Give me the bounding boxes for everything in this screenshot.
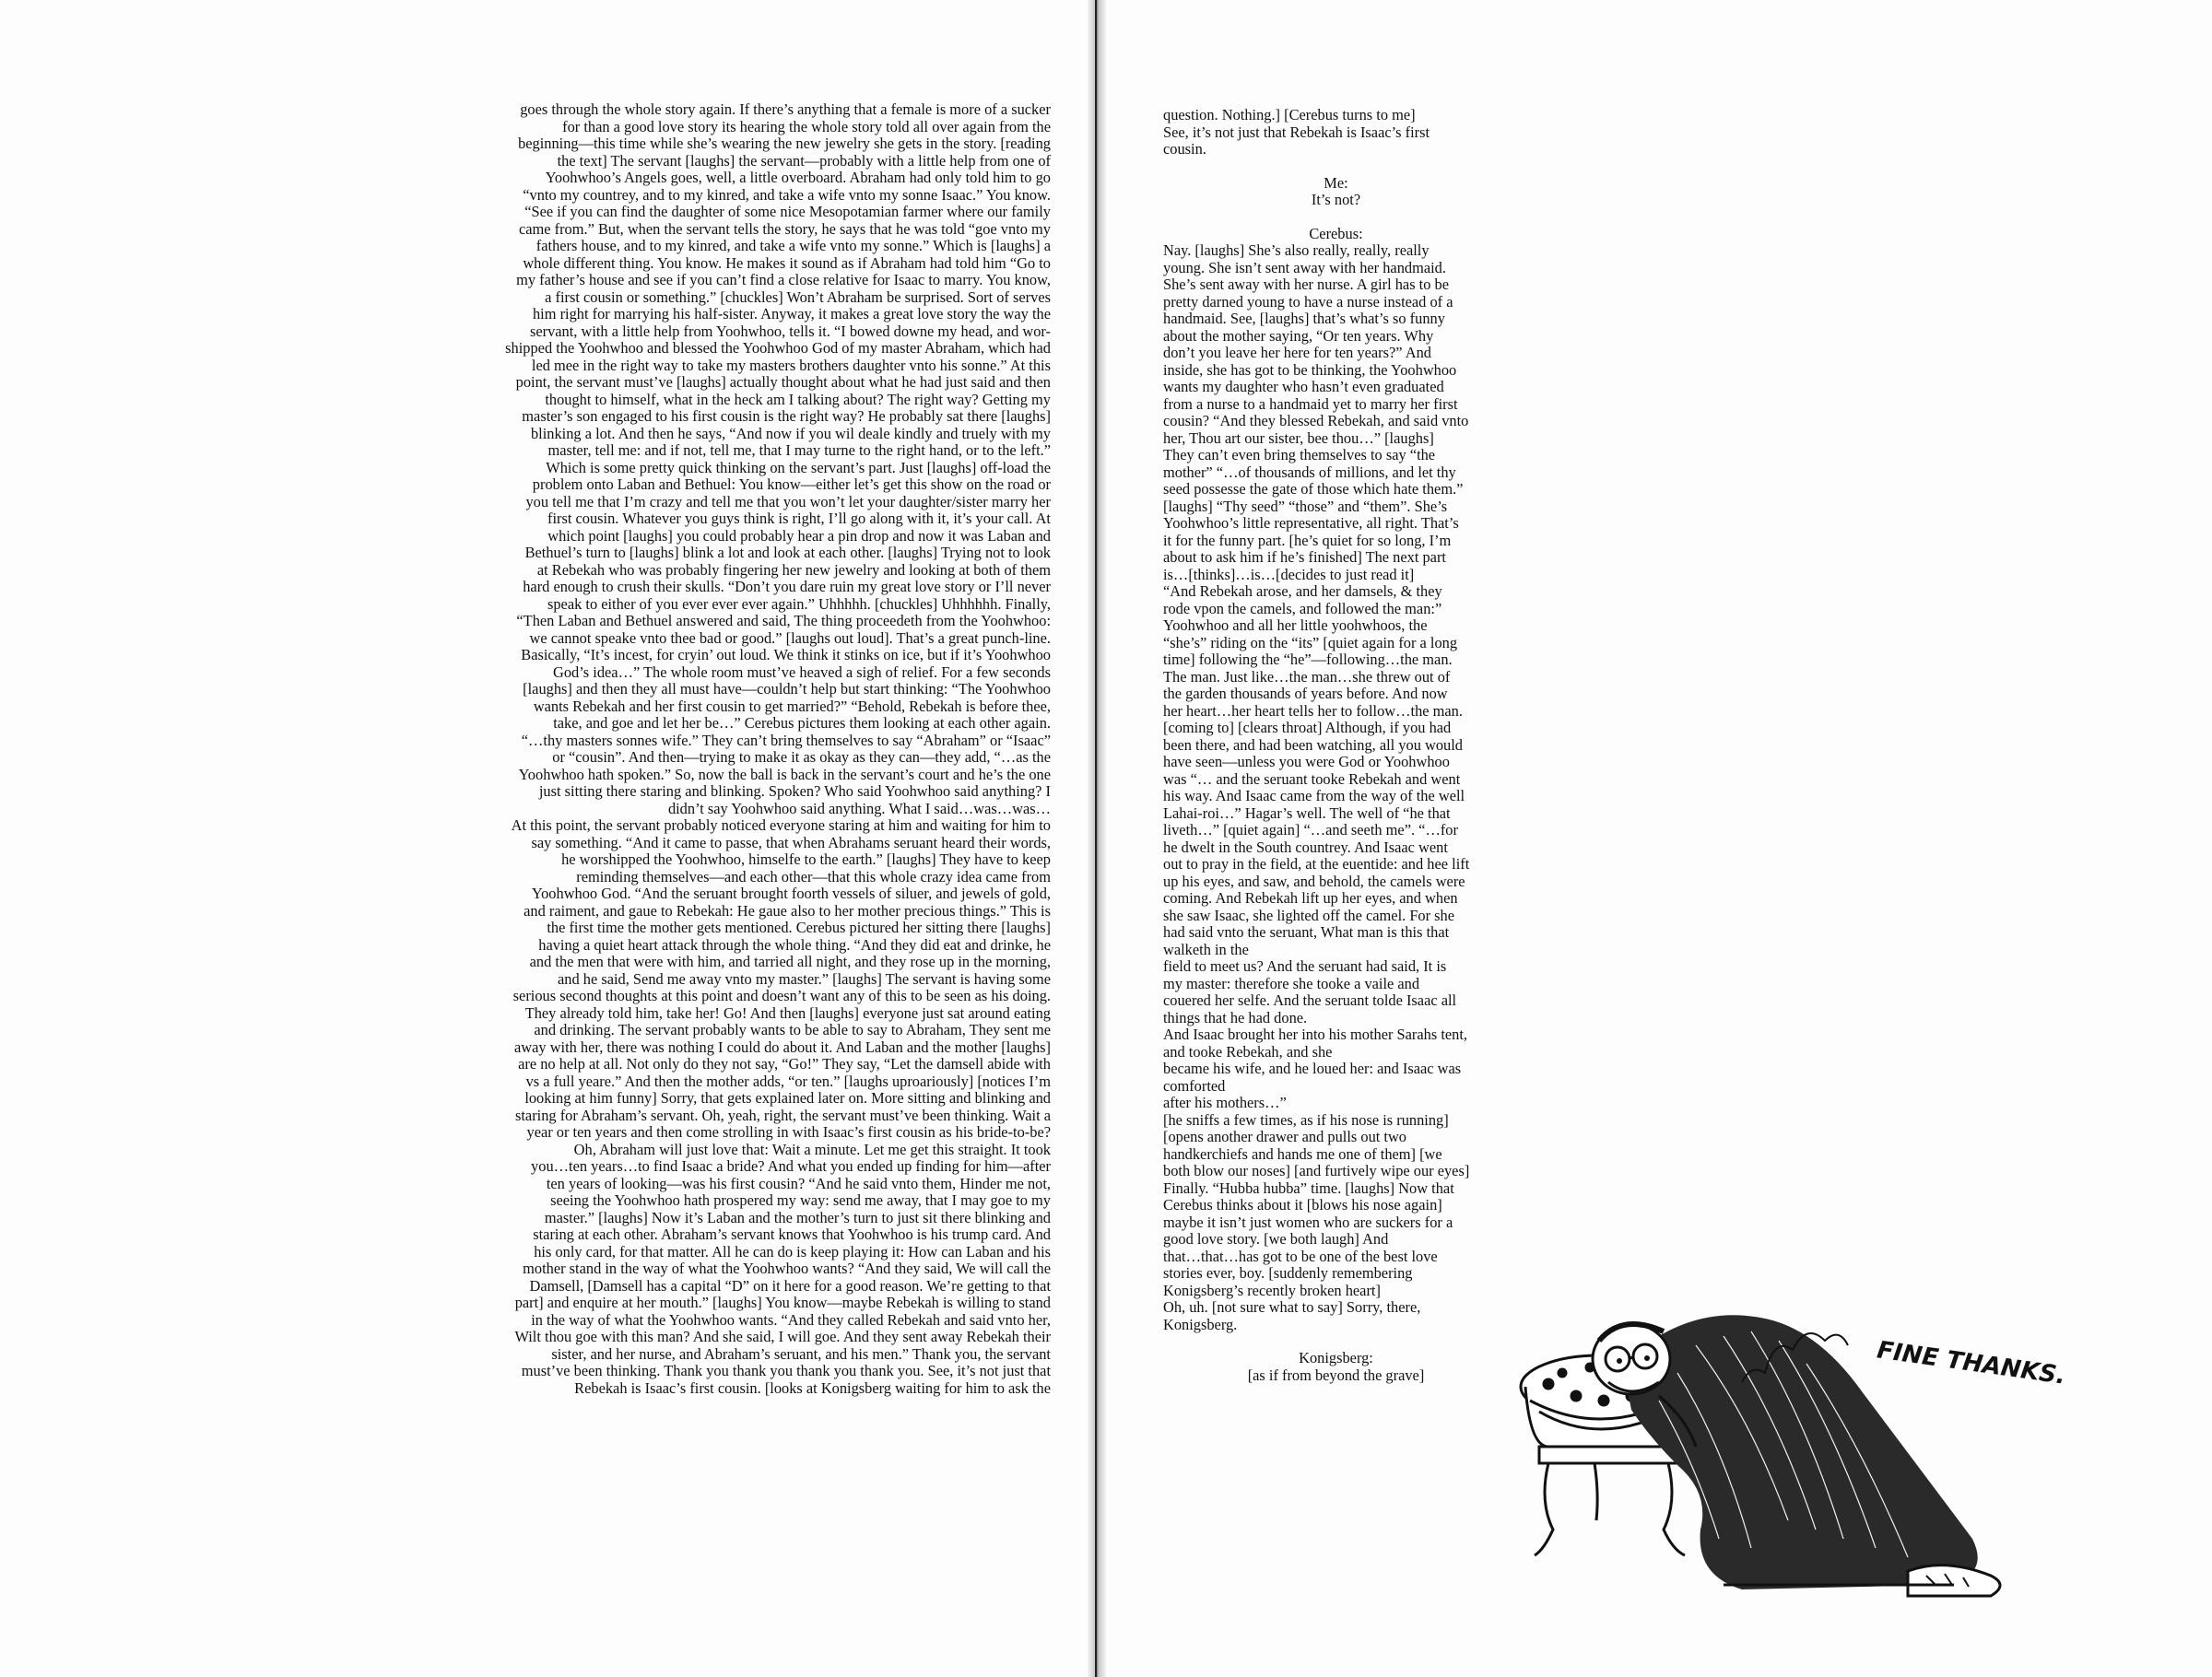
text-line: after his mothers…” <box>1163 1094 1287 1111</box>
text-line: mother stand in the way of what the Yoohwhoo wants? “And they said, We will call the <box>523 1260 1051 1277</box>
text-line: good love story. [we both laugh] And <box>1163 1230 1389 1248</box>
text-line: take, and goe and let her be…” Cerebus pictures them looking at each other again. <box>553 714 1051 732</box>
text-line: we cannot speake vnto thee bad or good.” [laughs out loud]. That’s a great punch-line. <box>529 628 1051 647</box>
speaker-cerebus: Cerebus: <box>1309 224 1363 242</box>
text-line: a first cousin or something.” [chuckles] Won’t Abraham be surprised. Sort of serves <box>545 287 1051 306</box>
text-line: rode vpon the camels, and followed the man:” <box>1163 599 1442 617</box>
text-line: maybe it isn’t just women who are suckers for a <box>1163 1213 1453 1231</box>
text-line: couered her selfe. And the seruant tolde Isaac all <box>1163 991 1457 1009</box>
text-line: didn’t say Yoohwhoo said anything. What I said…was…was… <box>667 799 1051 817</box>
text-line: or “cousin”. And then—trying to make it as okay as they can—they add, “…as the <box>552 748 1051 766</box>
text-line: [he sniffs a few times, as if his nose is running] <box>1163 1110 1449 1129</box>
text-line: The man. Just like…the man…she threw out of <box>1163 667 1451 686</box>
text-line: it for the funny part. [he’s quiet for so long, I’m <box>1163 531 1452 549</box>
text-line: They already told him, take her! Go! And then [laughs] everyone just sat around eating <box>524 1003 1051 1022</box>
text-line: you tell me that I’m crazy and tell me that you won’t let your daughter/sister marry her <box>525 492 1051 510</box>
text-line: [laughs] “Thy seed” “those” and “them”. She’s <box>1163 497 1448 515</box>
text-line: are no help at all. Not only do they not say, “Go!” They say, “Let the damsell abide with <box>518 1055 1051 1073</box>
text-line: beginning—this time while she’s wearing the new jewelry she gets in the story. [reading <box>518 135 1051 152</box>
text-line: Yoohwhoo’s little representative, all right. That’s <box>1163 514 1459 532</box>
text-line: comforted <box>1163 1076 1226 1095</box>
text-line: Konigsberg’s recently broken heart] <box>1163 1281 1381 1299</box>
text-line: his only card, for that matter. All he can do is keep playing it: How can Laban and his <box>534 1242 1051 1261</box>
text-line: [opens another drawer and pulls out two <box>1163 1128 1407 1145</box>
text-line: point, the servant must’ve [laughs] actually thought about what he had just said and then <box>515 373 1051 391</box>
text-line: pretty darned young to have a nurse instead of a <box>1163 292 1453 311</box>
text-line: for than a good love story its hearing the whole story told all over again from the <box>562 117 1051 135</box>
text-line: handkerchiefs and hands me one of them] [we <box>1163 1144 1442 1163</box>
text-line: him right for marrying his half-sister. Anyway, it makes a great love story the way the <box>532 305 1051 322</box>
text-line: both blow our noses] [and furtively wipe our eyes] <box>1163 1162 1470 1179</box>
text-line: became his wife, and he loued her: and Isaac was <box>1163 1060 1462 1077</box>
text-line: his way. And Isaac came from the way of the well <box>1163 787 1465 804</box>
text-line: Which is some pretty quick thinking on the servant’s part. Just [laughs] off-load the <box>546 458 1051 476</box>
text-line: stories ever, boy. [suddenly remembering <box>1163 1264 1413 1282</box>
text-line: question. Nothing.] [Cerebus turns to me] <box>1163 106 1416 123</box>
me-line: It’s not? <box>1311 191 1361 208</box>
text-line: vs a full yeare.” And then the mother adds, “or ten.” [laughs uproariously] [notices I’m <box>525 1072 1051 1090</box>
book-gutter <box>1088 0 1106 1677</box>
text-line: must’ve been thinking. Thank you thank you thank you thank you. See, it’s not just that <box>521 1362 1051 1379</box>
text-line: inside, she has got to be thinking, the Yoohwhoo <box>1163 360 1457 379</box>
text-line: reminding themselves—and each other—that this whole crazy idea came from <box>576 867 1051 885</box>
text-line: cousin? “And they blessed Rebekah, and said vnto <box>1163 412 1469 429</box>
text-line: Cerebus thinks about it [blows his nose again] <box>1163 1196 1442 1214</box>
text-line: having a quiet heart attack through the whole thing. “And they did eat and drinke, he <box>538 935 1051 954</box>
text-line: is…[thinks]…is…[decides to just read it] <box>1163 565 1415 583</box>
text-line: [laughs] and then they all must have—couldn’t help but start thinking: “The Yoohwhoo <box>523 680 1051 698</box>
text-line: first cousin. Whatever you guys think is right, I’ll go along with it, it’s your call. At <box>547 510 1051 527</box>
text-line: servant, with a little help from Yoohwhoo, tells it. “I bowed downe my head, and wor- <box>529 322 1051 340</box>
text-line: from a nurse to a handmaid yet to marry her first <box>1163 394 1458 413</box>
text-line: out to pray in the field, at the euentide: and hee lift <box>1163 855 1470 873</box>
left-text-column <box>433 101 1051 1397</box>
text-line: don’t you leave her here for ten years?” And <box>1163 344 1431 361</box>
text-line: had said vnto the seruant, What man is this that <box>1163 923 1450 941</box>
text-line: the text] The servant [laughs] the servant—probably with a little help from one of <box>557 151 1051 170</box>
text-line: shipped the Yoohwhoo and blessed the Yoohwhoo God of my master Abraham, which had <box>505 339 1051 357</box>
text-line: “vnto my countrey, and to my kinred, and take a wife vnto my sonne Isaac.” You know. <box>523 185 1051 204</box>
text-line: just sitting there staring and blinking. Spoken? Who said Yoohwhoo said anything? I <box>538 782 1051 800</box>
text-line: at Rebekah who was probably fingering her new jewelry and looking at both of them <box>536 560 1051 579</box>
text-line: Wilt thou goe with this man? And she said, I will goe. And they sent away Rebekah their <box>514 1328 1051 1345</box>
text-line: my master: therefore she tooke a vaile and <box>1163 974 1420 992</box>
text-line: that…that…has got to be one of the best love <box>1163 1247 1438 1265</box>
text-line: seed possesse the gate of those which hate them.” <box>1163 480 1464 498</box>
text-line: year or ten years and then come strolling in with Isaac’s first cousin as his bride-to-be? <box>526 1123 1051 1141</box>
text-line: was “… and the seruant tooke Rebekah and went <box>1163 769 1461 788</box>
text-line: Finally. “Hubba hubba” time. [laughs] Now that <box>1163 1179 1454 1197</box>
text-line: Bethuel’s turn to [laughs] blink a lot and look at each other. [laughs] Trying not to look <box>524 544 1051 561</box>
text-line: blinking a lot. And then he says, “And now if you wil deale kindly and truely with my <box>530 424 1051 442</box>
text-line: serious second thoughts at this point and doesn’t want any of this to be seen as his doing. <box>512 987 1051 1004</box>
text-line: time] following the “he”—following…the man. <box>1163 651 1453 668</box>
text-line: Yoohwhoo and all her little yoohwhoos, the <box>1163 616 1428 634</box>
text-line: handmaid. See, [laughs] that’s what’s so funny <box>1163 310 1445 327</box>
text-line: mother” “…of thousands of millions, and let thy <box>1163 463 1456 481</box>
text-line: Konigsberg. <box>1163 1315 1238 1333</box>
text-line: [coming to] [clears throat] Although, if you had <box>1163 719 1452 736</box>
text-line: and tooke Rebekah, and she <box>1163 1042 1333 1061</box>
text-line: “And Rebekah arose, and her damsels, & they <box>1163 582 1442 600</box>
text-line: ten years of looking—was his first cousin? “And he said vnto them, Hinder me not, <box>546 1174 1051 1192</box>
text-line: led mee in the right way to take my masters brothers daughter vnto his sonne.” At this <box>531 356 1051 374</box>
text-line: cousin. <box>1163 140 1206 158</box>
text-line: young. She isn’t sent away with her handmaid. <box>1163 258 1446 276</box>
text-line: the first time the mother gets mentioned. Cerebus pictured her sitting there [laughs] <box>547 919 1051 936</box>
text-line: field to meet us? And the seruant had said, It is <box>1163 957 1447 975</box>
text-line: about the mother saying, “Or ten years. Why <box>1163 326 1434 345</box>
text-line: Oh, Abraham will just love that: Wait a minute. Let me get this straight. It took <box>573 1140 1051 1158</box>
text-line: he worshipped the Yoohwhoo, himselfe to the earth.” [laughs] They have to keep <box>561 850 1051 868</box>
text-line: “See if you can find the daughter of some nice Mesopotamian farmer where our family <box>524 203 1051 220</box>
text-line: master’s son engaged to his first cousin is the right way? He probably sat there [laughs] <box>522 407 1051 425</box>
text-line: came from.” But, when the servant tells the story, he says that he was told “goe vnto my <box>518 219 1051 238</box>
text-line: her heart…her heart tells her to follow…the man. <box>1163 701 1463 720</box>
text-line: Nay. [laughs] She’s also really, really, really <box>1163 241 1430 259</box>
text-line: liveth…” [quiet again] “…and seeth me”. “…for <box>1163 821 1458 838</box>
text-line: looking at him funny] Sorry, that gets explained later on. More sitting and blinking and <box>524 1089 1051 1107</box>
text-line: she saw Isaac, she lighted off the camel. For she <box>1163 906 1455 924</box>
text-line: been there, and had been watching, all you would <box>1163 735 1463 754</box>
cerebus-slumped-illustration <box>1512 1308 2212 1631</box>
text-line: you…ten years…to find Isaac a bride? And what you ended up finding for him—after <box>531 1157 1051 1175</box>
text-line: staring for Abraham’s servant. Oh, yeah, right, the servant must’ve been thinking. Wait a <box>514 1106 1051 1124</box>
speaker-konigsberg: Konigsberg: <box>1299 1349 1373 1366</box>
text-line: and raiment, and gaue to Rebekah: He gaue also to her mother precious things.” This is <box>524 901 1051 920</box>
text-line: and drinking. The servant probably wants to be able to say to Abraham, They sent me <box>534 1021 1051 1038</box>
text-line: goes through the whole story again. If there’s anything that a female is more of a sucker <box>520 100 1051 118</box>
text-line: Lahai-roi…” Hagar’s well. The well of “he that <box>1163 803 1451 822</box>
text-line: hard enough to crush their skulls. “Don’t you dare ruin my great love story or I’ll never <box>523 578 1051 595</box>
text-line: walketh in the <box>1163 940 1249 958</box>
text-line: She’s sent away with her nurse. A girl has to be <box>1163 276 1450 293</box>
text-line: her, Thou art our sister, bee thou…” [laughs] <box>1163 428 1434 447</box>
cartoon-caption: FINE THANKS. <box>1875 1336 2067 1390</box>
text-line: Yoohwhoo God. “And the seruant brought foorth vessels of siluer, and jewels of gold, <box>531 885 1051 902</box>
right-text-column <box>1163 107 1509 1384</box>
text-line: “Then Laban and Bethuel answered and said, The thing proceedeth from the Yoohwhoo: <box>516 612 1051 629</box>
text-line: “…thy masters sonnes wife.” They can’t bring themselves to say “Abraham” or “Isaac” <box>521 731 1051 749</box>
text-line: wants Rebekah and her first cousin to get married?” “Behold, Rebekah is before thee, <box>533 697 1051 715</box>
text-line: speak to either of you ever ever ever again.” Uhhhhh. [chuckles] Uhhhhhh. Finally, <box>547 594 1051 613</box>
text-line: coming. And Rebekah lift up her eyes, and when <box>1163 889 1458 907</box>
text-line: and the men that were with him, and tarried all night, and they rose up in the morning, <box>529 953 1051 970</box>
text-line: problem onto Laban and Bethuel: You know—either let’s get this show on the road or <box>532 475 1051 493</box>
text-line: in the way of what the Yoohwhoo wants. “And they called Rebekah and said vnto her, <box>531 1310 1051 1329</box>
speaker-me: Me: <box>1324 173 1348 192</box>
text-line: master, tell me: and if not, tell me, that I may turne to the right hand, or to the left.” <box>547 441 1051 459</box>
text-line: staring at each other. Abraham’s servant knows that Yoohwhoo is his trump card. And <box>533 1226 1051 1243</box>
text-line: Basically, “It’s incest, for cryin’ out loud. We think it stinks on ice, but if it’s Yoohwhoo <box>521 646 1051 663</box>
text-line: master.” [laughs] Now it’s Laban and the mother’s turn to just sit there blinking and <box>544 1208 1051 1226</box>
konigsberg-line: [as if from beyond the grave] <box>1247 1366 1425 1384</box>
text-line: And Isaac brought her into his mother Sarahs tent, <box>1163 1026 1468 1043</box>
text-line: Rebekah is Isaac’s first cousin. [looks at Konigsberg waiting for him to ask the <box>574 1378 1051 1397</box>
text-line: the garden thousands of years before. And now <box>1163 685 1448 702</box>
text-line: say something. “And it came to passe, that when Abrahams seruant heard their words, <box>531 833 1051 851</box>
text-line: away with her, there was nothing I could do about it. And Laban and the mother [laughs] <box>514 1038 1051 1056</box>
text-line: At this point, the servant probably noticed everyone staring at him and waiting for him to <box>511 816 1051 834</box>
text-line: sister, and her nurse, and Abraham’s seruant, and his men.” Thank you, the servant <box>551 1344 1051 1363</box>
page-divider <box>1095 0 1097 1677</box>
text-line: about to ask him if he’s finished] The next part <box>1163 548 1446 566</box>
text-line: God’s idea…” The whole room must’ve heaved a sigh of relief. For a few seconds <box>553 663 1051 681</box>
text-line: part] and enquire at her mouth.” [laughs] You know—maybe Rebekah is willing to stand <box>514 1294 1051 1311</box>
text-line: have seen—unless you were God or Yoohwhoo <box>1163 753 1450 770</box>
text-line: Yoohwhoo hath spoken.” So, now the ball is back in the servant’s court and he’s the one <box>518 765 1051 783</box>
text-line: seeing the Yoohwhoo hath prospered my way: send me away, that I may goe to my <box>550 1191 1051 1209</box>
right-opening-text <box>1163 107 1509 158</box>
text-line: Yoohwhoo’s Angels goes, well, a little overboard. Abraham had only told him to go <box>545 169 1051 186</box>
text-line: he dwelt in the South countrey. And Isaac went <box>1163 838 1448 856</box>
text-line: They can’t even bring themselves to say “the <box>1163 446 1436 463</box>
text-line: my father’s house and see if you can’t find a close relative for Isaac to marry. You know, <box>516 271 1051 288</box>
text-line: thought to himself, what in the heck am I talking about? The right way? Getting my <box>545 390 1051 408</box>
cerebus-dialogue <box>1163 242 1509 1333</box>
text-line: wants my daughter who hasn’t even graduated <box>1163 378 1444 395</box>
text-line: up his eyes, and saw, and behold, the camels were <box>1163 872 1465 890</box>
text-line: whole different thing. You know. He makes it sound as if Abraham had told him “Go to <box>523 253 1051 272</box>
text-line: Damsell, [Damsell has a capital “D” on it here for a good reason. We’re getting to that <box>529 1276 1051 1295</box>
text-line: things that he had done. <box>1163 1008 1308 1026</box>
text-line: See, it’s not just that Rebekah is Isaac’s first <box>1163 123 1430 141</box>
text-line: which point [laughs] you could probably hear a pin drop and now it was Laban and <box>547 526 1051 545</box>
text-line: fathers house, and to my kinred, and take a wife vnto my sonne.” Which is [laughs] a <box>535 237 1051 254</box>
text-line: and he said, Send me away vnto my master.” [laughs] The servant is having some <box>558 969 1051 988</box>
text-line: Oh, uh. [not sure what to say] Sorry, there, <box>1163 1298 1421 1316</box>
text-line: “she’s” riding on the “its” [quiet again for a long <box>1163 633 1458 651</box>
